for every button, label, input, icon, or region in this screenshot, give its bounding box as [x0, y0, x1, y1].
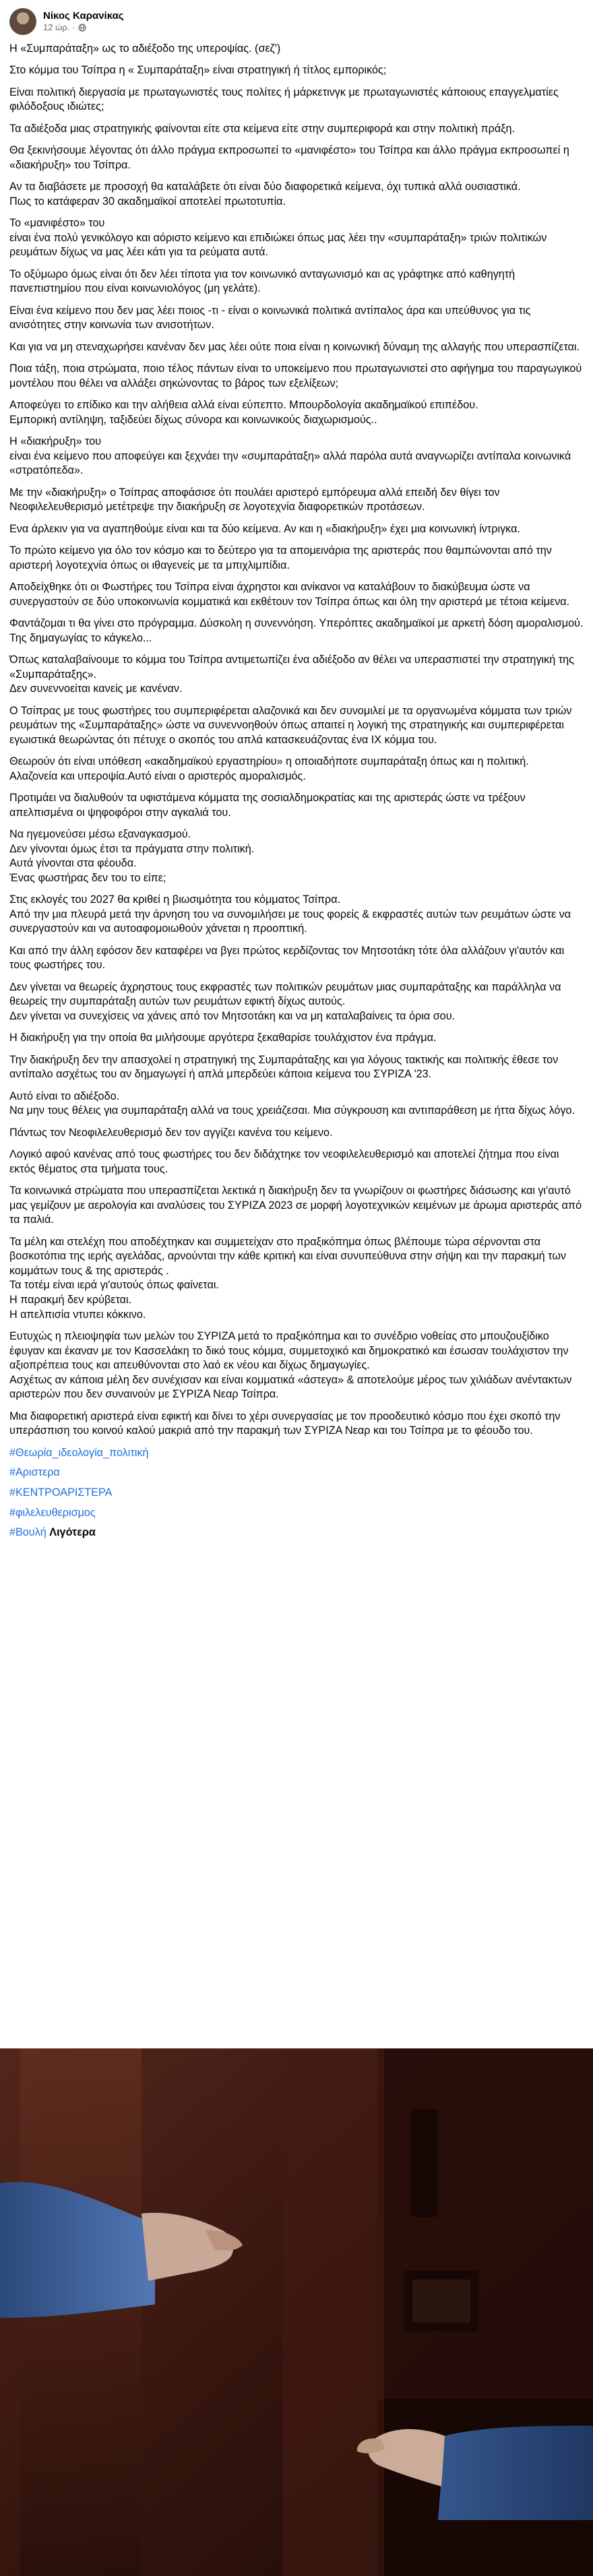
post-paragraph: Ενα άρλεκιν για να αγαπηθούμε είναι και τα δύο κείμενα. Αν και η «διακήρυξη» έχει μια κοινωνική ίντριγκα.	[9, 522, 520, 535]
see-less-button[interactable]: Λιγότερα	[49, 1526, 96, 1539]
hashtag-list	[9, 1446, 584, 1540]
post-paragraph: Ευτυχώς η πλειοψηφία των μελών του ΣΥΡΙΖΑ μετά το πραξικόπημα και το συνέδριο νοθείας στο μπουζουξίδικο έφυγαν και έκαναν με τον Κασσελάκη το δικό τους κόμμα, συμμετοχικό και δημοκρατικό και έσωσαν τουλάχιστον την αξιοπρέπεια τους και απευθύνονται στο λαό εκ νέου και δίχως δημαγωγίες. Ασχέτως αν κάποια μέλη δεν συνέχισαν και είναι κομματικά «άστεγα» & αποτελούμε μέρος των χιλιάδων ανέντακτων αριστερών που δεν συναινούν με ΣΥΡΙΖΑ Νεαρ Τσίπρα.	[9, 1330, 572, 1401]
hashtag-line	[9, 1446, 584, 1461]
post-paragraph: Αν τα διαβάσετε με προσοχή θα καταλάβετε ότι είναι δύο διαφορετικά κείμενα, όχι τυπικά αλλά ουσιαστικά. Πως το κατάφεραν 30 ακαδημαϊκοί αποτελεί πρωτοτυπία.	[9, 181, 521, 208]
post-timestamp[interactable]: 12 ώρ.	[43, 22, 70, 33]
post-paragraph: Προτιμάει να διαλυθούν τα υφιστάμενα κόμματα της σοσιαλδημοκρατίας και της αριστεράς ώστε να τρέξουν απελπισμένα οι ψηφοφόροι στην αγκαλιά του.	[9, 792, 526, 819]
globe-icon	[78, 24, 86, 32]
post-paragraph: Αυτό είναι το αδιέξοδο. Να μην τους θέλεις για συμπαράταξη αλλά να τους χρειάζεσαι. Μια σύγκρουση και αντιπαράθεση με ήττα δίχως λόγο.	[9, 1090, 575, 1117]
post-paragraph: Είναι ένα κείμενο που δεν μας λέει ποιος -τι - είναι ο κοινωνικά πολιτικά αντίπαλος άρα και υπεύθυνος για τις ανισότητες στην κοινωνία των ανισοτήτων.	[9, 304, 531, 332]
post-paragraph: Τα κοινωνικά στρώματα που υπερασπίζεται λεκτικά η διακήρυξη δεν τα γνωρίζουν οι φωστήρες διάσωσης και γι'αυτό μας γεμίζουν με αερολογία και αναλύσεις του ΣΥΡΙΖΑ 2023 σε μορφή λογοτεχνικών κειμένων με άρωμα αριστεράς από τα παλιά.	[9, 1185, 582, 1226]
post-paragraph: Πάντως τον Νεοφιλελευθερισμό δεν τον αγγίζει κανένα του κείμενο.	[9, 1126, 333, 1139]
hashtag-line	[9, 1526, 584, 1540]
hashtag-link[interactable]: #φιλελευθερισμος	[9, 1506, 96, 1519]
post-subline	[43, 22, 124, 33]
post-paragraph: Η «διακήρυξη» του είναι ένα κείμενο που αποφεύγει και ξεχνάει την «συμπαράταξη» αλλά παρόλα αυτά αναγνωρίζει αντίπαλα κοινωνικά «στρατόπεδα».	[9, 435, 571, 477]
hashtag-line	[9, 1486, 584, 1501]
post-paragraph: Στις εκλογές του 2027 θα κριθεί η βιωσιμότητα του κόμματος Τσίπρα. Από την μια πλευρά μετά την άρνηση του να συνομιλήσει με τους φορείς & εκφραστές αυτών των ρευμάτων ώστε να συνεργαστούν και να αυτοαφομοιωθούν χάνεται η προοπτική.	[9, 893, 571, 935]
post-paragraph: Φαντάζομαι τι θα γίνει στο πρόγραμμα. Δύσκολη η συνεννόηση. Υπερόπτες ακαδημαϊκοί με αρκετή δόση αμοραλισμού. Της δημαγωγίας το κάγκελο...	[9, 617, 584, 644]
author-name[interactable]: Νίκος Καρανίκας	[43, 10, 124, 22]
post-paragraph: Και για να μη στεναχωρήσει κανέναν δεν μας λέει ούτε ποια είναι η κοινωνική δύναμη της αλλαγής που υπερασπίζεται.	[9, 340, 580, 353]
post-paragraph: Με την «διακήρυξη» ο Τσίπρας αποφάσισε ότι πουλάει αριστερό εμπόρευμα αλλά επειδή δεν θίγει τον Νεοφιλελευθερισμό μετέτρεψε την διακήρυξη σε λογοτεχνία διαφορετικών προτάσεων.	[9, 486, 500, 513]
hashtag-link[interactable]: #Θεωρία_ιδεολογία_πολιτική	[9, 1446, 149, 1459]
post-paragraph: Το πρώτο κείμενο για όλο τον κόσμο και το δεύτερο για τα απομεινάρια της αριστεράς που θαμπώνονται από την αριστερή λογοτεχνία όπως οι ιθαγενείς με τα μπιχλιμπίδια.	[9, 544, 552, 571]
post-paragraph: Να ηγεμονεύσει μέσω εξαναγκασμού. Δεν γίνονται όμως έτσι τα πράγματα στην πολιτική. Αυτά γίνονται στα φέουδα. Ένας φωστήρας δεν του το είπε;	[9, 828, 255, 884]
post-paragraph: Το «μανιφέστο» του είναι ένα πολύ γενικόλογο και αόριστο κείμενο και επιδιώκει όπως μας λέει την «συμπαράταξη» τριών πολιτικών ρευμάτων δίχως να μας λέει κάτι για τα ρεύματα αυτά.	[9, 217, 547, 259]
post-paragraph: Αποδείχθηκε ότι οι Φωστήρες του Τσίπρα είναι άχρηστοι και ανίκανοι να καταλάβουν το διακύβευμα ώστε να συνεργαστούν σε δύο υποκοινωνία κομματικά και εκθέτουν τον Τσίπρα όπως και όλη την αριστερά με τέτοια κείμενα.	[9, 580, 570, 608]
post-paragraph: Θα ξεκινήσουμε λέγοντας ότι άλλο πράγμα εκπροσωπεί το «μανιφέστο» του Τσίπρα και άλλο πράγμα εκπροσωπεί η «διακήρυξη» του Τσίπρα.	[9, 144, 569, 171]
post-meta	[43, 10, 124, 33]
hashtag-link[interactable]: #ΚΕΝΤΡΟΑΡΙΣΤΕΡΑ	[9, 1486, 113, 1499]
post-paragraph: Ποια τάξη, ποια στρώματα, ποιο τέλος πάντων είναι το υποκείμενο που πρωταγωνιστεί στο αφήγημα του παραγωγικού μοντέλου που θέλει να αλλάξει σηκώνοντας το βάρος των εξελίξεων;	[9, 363, 582, 389]
post-paragraph: Και από την άλλη εφόσον δεν καταφέρει να βγει πρώτος κερδίζοντας τον Μητσοτάκη τότε όλα αλλάζουν γι'αυτόν και τους φωστήρες του.	[9, 944, 565, 972]
hashtag-link[interactable]: #Βουλή	[9, 1526, 46, 1539]
post-paragraph: Η διακήρυξη για την οποία θα μιλήσουμε αργότερα ξεκαθαρίσε τουλάχιστον ένα πράγμα.	[9, 1032, 437, 1044]
post-paragraph: Η «Συμπαράταξη» ως το αδιέξοδο της υπεροψίας. (σεζ')	[9, 42, 281, 55]
post-paragraph: Ο Τσίπρας με τους φωστήρες του συμπεριφέρεται αλαζονικά και δεν συνομιλεί με τα οργανωμένα κόμματα των τριών ρευμάτων της «Συμπαράταξης» ώστε να συνεννοηθούν όπως απαιτεί η λογική της στρατηγικής και συμπεριφέρεται εγωιστικά θεωρώντας ότι πέτυχε ο σκοπός του απλά κατασκευάζοντας ένα ΙΧ κόμμα του.	[9, 704, 572, 746]
handshake-photo	[0, 2048, 593, 2576]
post-paragraph: Όπως καταλαβαίνουμε το κόμμα του Τσίπρα αντιμετωπίζει ένα αδιέξοδο αν θέλει να υπερασπιστεί την στρατηγική της «Συμπαράταξης». Δεν συνεννοείται κανείς με κανέναν.	[9, 653, 574, 695]
avatar[interactable]	[9, 8, 36, 35]
post-paragraph: Αποφεύγει το επίδικο και την αλήθεια αλλά είναι εύπεπτο. Μπουρδολογία ακαδημαϊκού επιπέδου. Εμπορική αντίληψη, ταξιδεύει δίχως σύνορα και κοινωνικούς διαχωρισμούς..	[9, 399, 478, 426]
hashtag-line	[9, 1506, 584, 1521]
post-photo[interactable]	[0, 2048, 593, 2576]
post-paragraph: Είναι πολιτική διεργασία με πρωταγωνιστές τους πολίτες ή μάρκετινγκ με πρωταγωνιστές κάποιους επαγγελματίες φιλόδοξους ιδιώτες;	[9, 86, 559, 113]
post-paragraph: Τα αδιέξοδα μιας στρατηγικής φαίνονται είτε στα κείμενα είτε στην συμπεριφορά και στην πολιτική πράξη.	[9, 122, 515, 135]
post-text	[0, 38, 593, 1540]
post-paragraph: Μια διαφορετική αριστερά είναι εφικτή και δίνει το χέρι συνεργασίας με τον προοδευτικό κόσμο που έχει σκοπό την υπεράσπιση του κοινού καλού μακριά από την παρακμή των ΣΥΡΙΖΑ Νεαρ και του Τσίπρα με το φέουδο του.	[9, 1410, 561, 1437]
post-paragraph: Στο κόμμα του Τσίπρα η « Συμπαράταξη» είναι στρατηγική ή τίτλος εμπορικός;	[9, 64, 387, 77]
post-paragraph: Λογικό αφού κανένας από τους φωστήρες του δεν διδάχτηκε τον νεοφιλελευθερισμό και αποτελεί ζήτημα που είναι εκτός θέματος στα τμήματα τους.	[9, 1148, 559, 1175]
hashtag-line	[9, 1466, 584, 1480]
post-paragraph: Το οξύμωρο όμως είναι ότι δεν λέει τίποτα για τον κοινωνικό ανταγωνισμό και ας γράφτηκε από καθηγητή πανεπιστημίου που είναι κοινωνιολόγος (μη γελάτε).	[9, 268, 516, 295]
post-header	[0, 0, 593, 38]
hashtag-link[interactable]: #Αριστερα	[9, 1466, 60, 1479]
post-paragraph: Θεωρούν ότι είναι υπόθεση «ακαδημαϊκού εργαστηρίου» η οποιαδήποτε συμπαράταξη όπως και η πολιτική. Αλαζονεία και υπεροψία.Αυτό είναι ο αριστερός αμοραλισμός.	[9, 755, 529, 782]
dot-separator: ·	[72, 22, 75, 33]
post-paragraph: Τα μέλη και στελέχη που αποδέχτηκαν και συμμετείχαν στο πραξικόπημα όπως βλέπουμε τώρα σέρνονται στα βοσκοτόπια της ιερής αγελάδας, αρνούνται την κάθε κριτική και είναι συνυπεύθυνα στην σήψη και την παρακμή των κομμάτων τους & της αριστεράς . Τα τοτέμ είναι ιερά γι'αυτούς όπως φαίνεται. Η παρακμή δεν κρύβεται. Η απελπισία ντυπει κόκκινο.	[9, 1235, 567, 1321]
post-paragraph: Την διακήρυξη δεν την απασχολεί η στρατηγική της Συμπαράταξης και για λόγους τακτικής και πολιτικής έθεσε τον αντίπαλο ασχέτως του αν δημαγωγεί ή απλά μπερδεύει κάποια κείμενα του ΣΥΡΙΖΑ '23.	[9, 1053, 559, 1081]
post-paragraph: Δεν γίνεται να θεωρείς άχρηστους τους εκφραστές των πολιτικών ρευμάτων μιας συμπαράταξης και παράλληλα να θεωρείς την συμπαράταξη αυτών των ρευμάτων εφικτή δίχως αυτούς. Δεν γίνεται να συνεχίσεις να χάνεις από τον Μητσοτάκη και να μη καταλαβαίνεις τα όρια σου.	[9, 980, 561, 1022]
